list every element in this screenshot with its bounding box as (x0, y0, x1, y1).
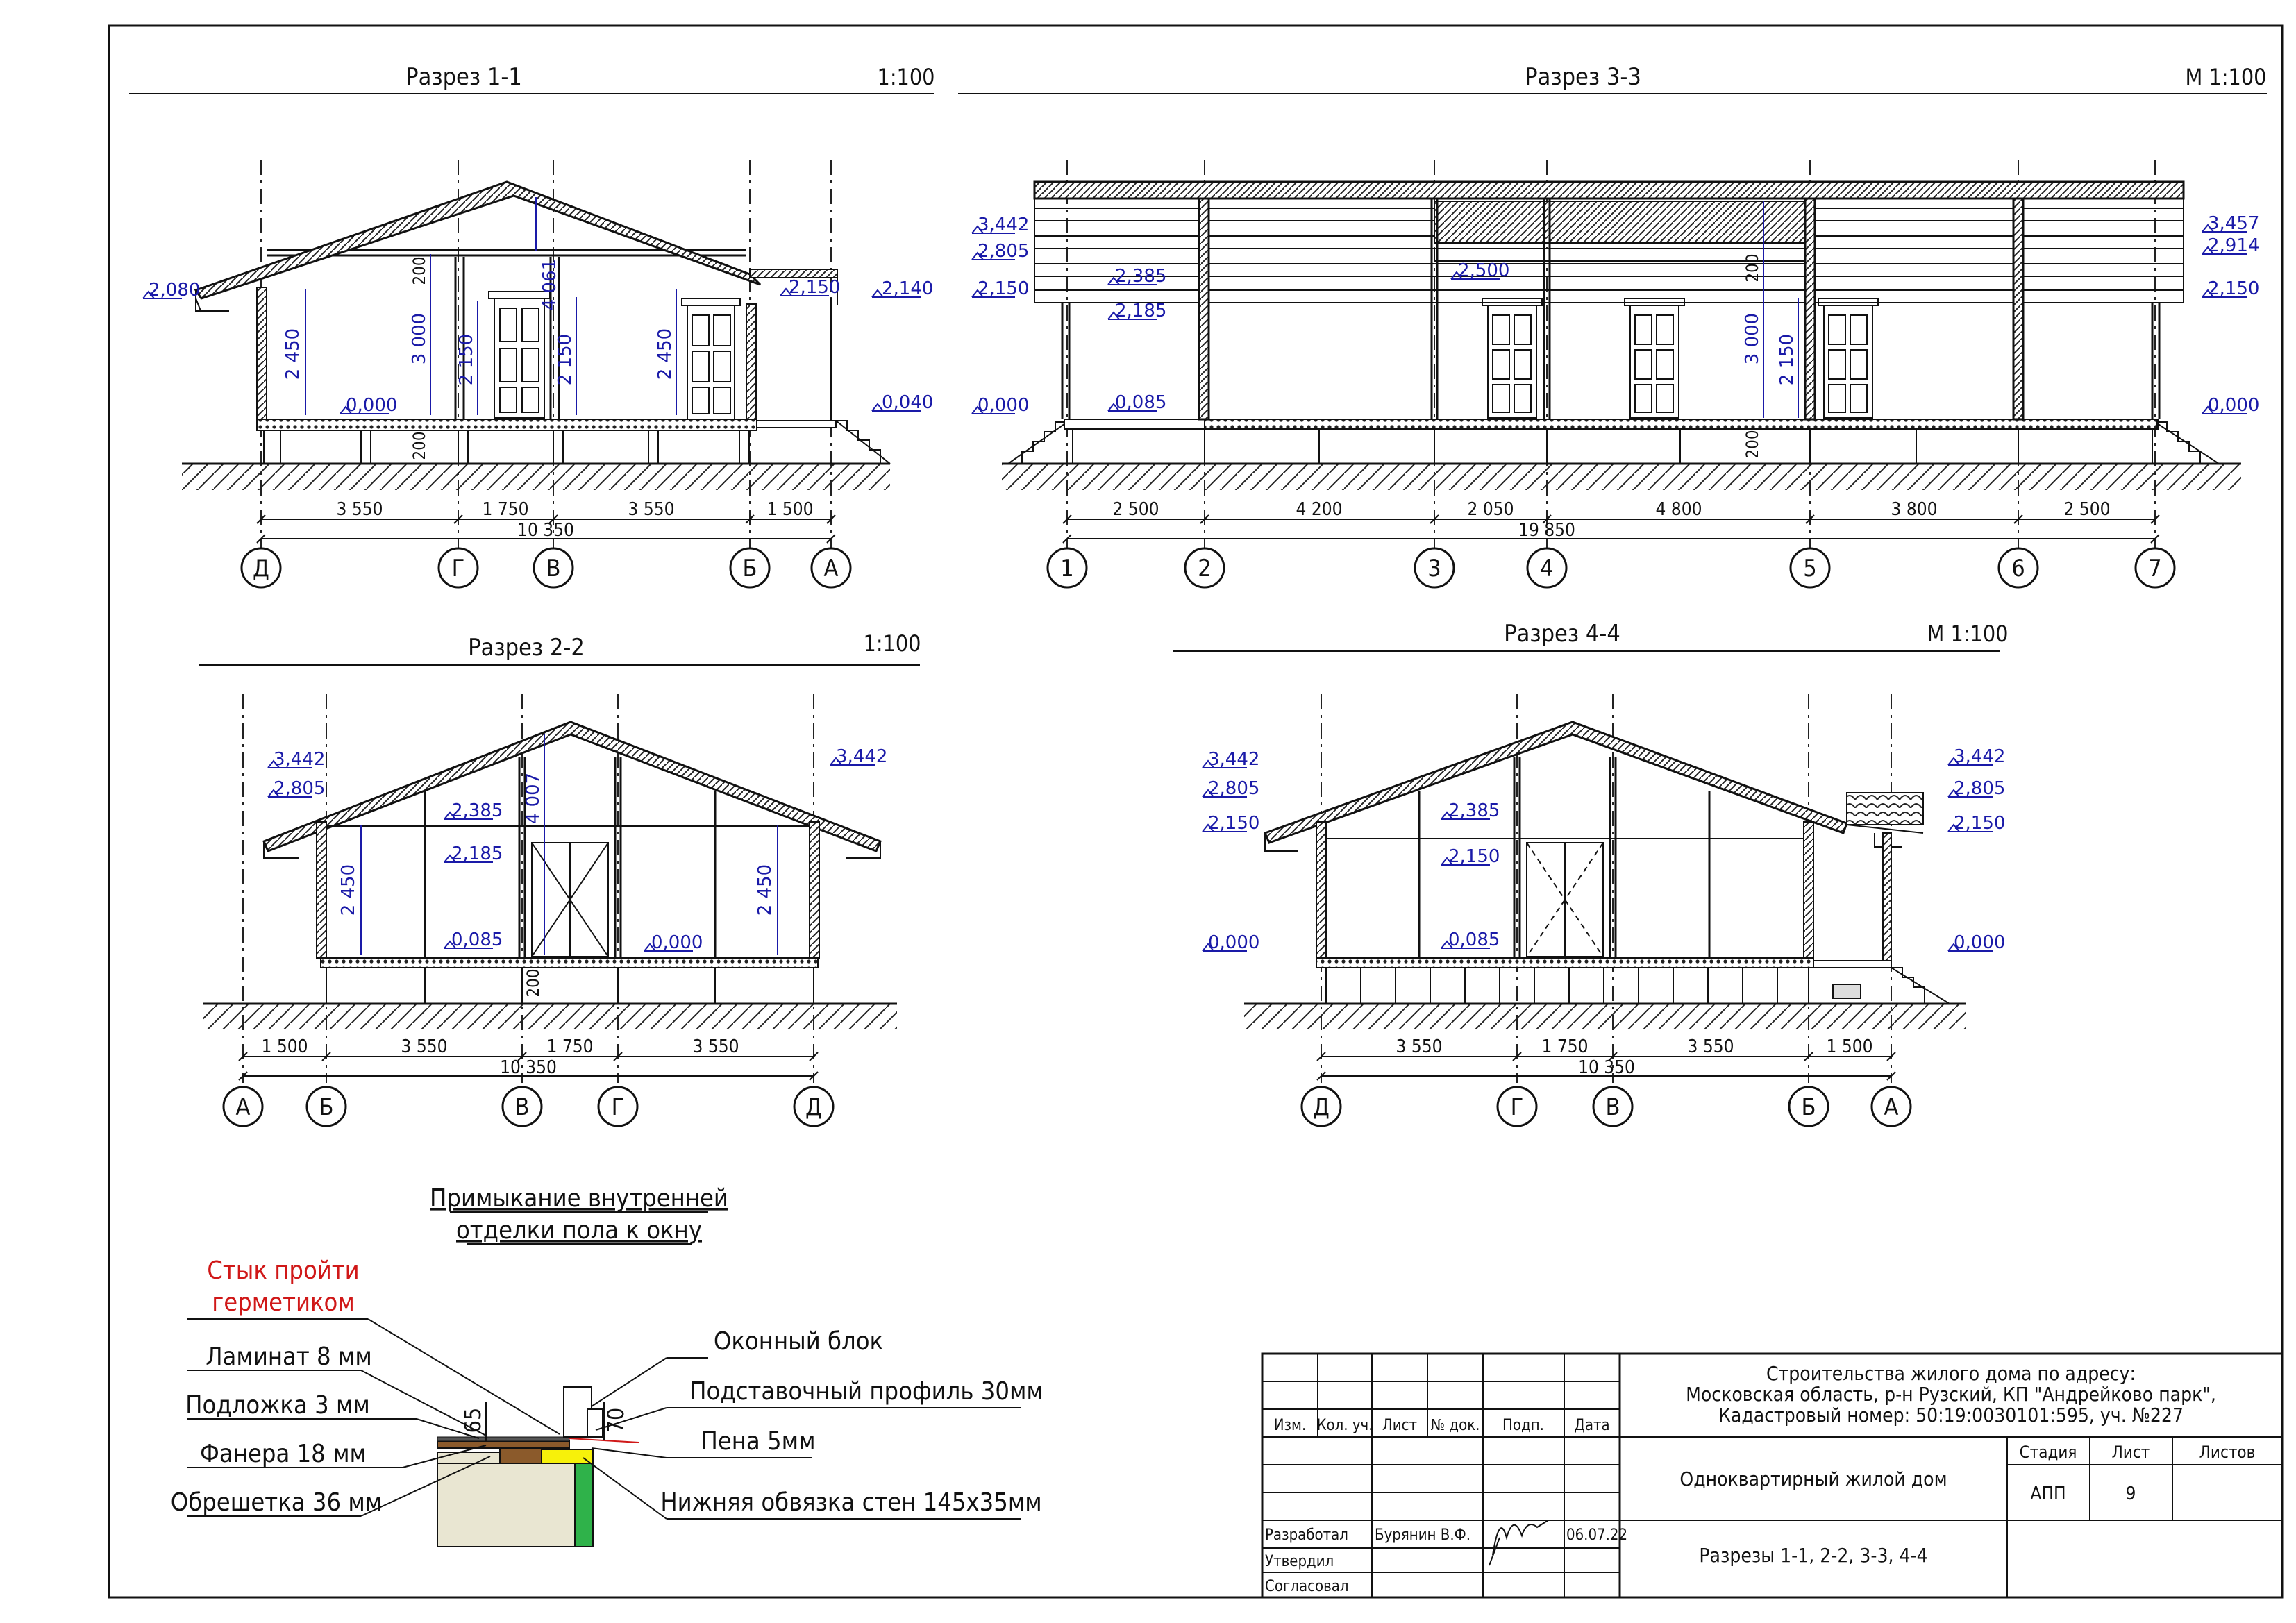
drawing-label: 2 450 (655, 328, 676, 380)
drawing-label: Стадия (2019, 1443, 2077, 1462)
drawing-label: 3 550 (336, 499, 383, 520)
stamp-address-line3: Кадастровый номер: 50:19:0030101:595, уч. №227 (1718, 1404, 2184, 1427)
drawing-label: В (514, 1093, 530, 1121)
ground-hatch (182, 464, 890, 490)
drawing-label: 10 350 (500, 1057, 557, 1078)
green-strip (575, 1463, 593, 1547)
plywood-layer (437, 1441, 569, 1448)
drawing-label: 2,150 (1208, 813, 1260, 834)
drawing-label: 3,442 (1954, 746, 2006, 767)
drawing-label: 10 350 (1578, 1057, 1635, 1078)
drawing-label: 70 (603, 1407, 629, 1433)
drawing-label: А (1884, 1093, 1899, 1121)
drawing-label: 2,805 (1954, 778, 2006, 799)
drawing-label: 2 150 (555, 333, 576, 386)
drawing-label: 0,000 (978, 395, 1030, 416)
stamp-address-line2: Московская область, р-н Рузский, КП "Андрейково парк", (1686, 1383, 2216, 1406)
drawing-label: Г (611, 1093, 625, 1121)
drawing-label: 2 450 (755, 864, 776, 916)
drawing-label: 0,085 (451, 930, 503, 950)
drawing-label: Разработал (1265, 1527, 1348, 1544)
drawing-label: Дата (1574, 1417, 1610, 1434)
drawing-label: 2,140 (882, 278, 934, 299)
drawing-label: 4 (1540, 555, 1554, 582)
drawing-label: 2 500 (2063, 499, 2111, 520)
drawing-label: 4 800 (1655, 499, 1702, 520)
drawing-label: 10 350 (517, 520, 574, 541)
door-icon (1625, 298, 1684, 418)
label-laminate: Ламинат 8 мм (206, 1343, 372, 1371)
drawing-label: Б (319, 1093, 334, 1121)
drawing-label: 3 000 (409, 312, 430, 365)
drawing-label: 2,185 (1115, 301, 1167, 321)
drawing-label: 2,805 (978, 241, 1030, 262)
title-block (1262, 1354, 2282, 1597)
drawing-label: Б (1801, 1093, 1816, 1121)
section-1-1-title: Разрез 1-1 (405, 63, 522, 91)
drawing-label: 2 150 (1777, 333, 1798, 386)
drawing-label: 3,442 (978, 215, 1030, 235)
drawing-label: Бурянин В.Ф. (1375, 1527, 1470, 1544)
section-1-1-scale: 1:100 (877, 64, 935, 90)
drawing-label: 3,442 (1208, 749, 1260, 770)
drawing-label: 3 550 (1396, 1036, 1443, 1057)
drawing-label: 1 500 (261, 1036, 308, 1057)
drawing-label: 0,000 (1954, 932, 2006, 953)
label-lathing: Обрешетка 36 мм (170, 1488, 383, 1517)
section-2-2 (199, 630, 921, 1126)
drawing-label: 1 750 (1541, 1036, 1589, 1057)
drawing-label: 65 (460, 1407, 486, 1433)
drawing-label: Кол. уч. (1316, 1417, 1373, 1434)
drawing-label: № док. (1430, 1417, 1480, 1434)
drawing-label: Листов (2199, 1443, 2256, 1462)
door-icon (682, 298, 740, 419)
drawing-label: А (823, 555, 839, 582)
drawing-label: 1 750 (546, 1036, 594, 1057)
drawing-label: 1 500 (766, 499, 814, 520)
drawing-label: 2 450 (283, 328, 303, 380)
drawing-label: 19 850 (1518, 520, 1575, 541)
drawing-label: 5 (1803, 555, 1817, 582)
drawing-label: 2 150 (456, 333, 477, 386)
label-support-profile: Подставочный профиль 30мм (689, 1377, 1044, 1406)
drawing-label: Утвердил (1265, 1553, 1334, 1570)
drawing-label: 3 550 (692, 1036, 739, 1057)
sealant-note-line2: герметиком (212, 1288, 355, 1317)
stamp-stage: АПП (2030, 1483, 2066, 1504)
drawing-label: Б (742, 555, 757, 582)
section-4-4-scale: М 1:100 (1927, 621, 2009, 647)
drawing-label: 4 007 (523, 772, 544, 825)
axis-bubbles (1302, 1087, 1911, 1126)
drawing-label: Лист (1382, 1417, 1418, 1434)
drawing-label: 0,040 (882, 392, 934, 413)
drawing-label: Г (451, 555, 465, 582)
label-plywood: Фанера 18 мм (200, 1440, 367, 1468)
signature-icon (1489, 1520, 1548, 1565)
drawing-label: 2,805 (1208, 778, 1260, 799)
drawing-label: 2,150 (789, 277, 841, 298)
drawing-label: 200 (1743, 253, 1762, 283)
drawing-label: 3 000 (1742, 312, 1763, 365)
drawing-label: 3,442 (274, 749, 326, 770)
label-window-block: Оконный блок (713, 1327, 884, 1356)
drawing-label: 2,150 (1954, 813, 2006, 834)
label-bottom-strapping: Нижняя обвязка стен 145х35мм (660, 1488, 1042, 1517)
ground-hatch (1002, 464, 2241, 490)
door-icon (1482, 298, 1542, 418)
drawing-label: 7 (2148, 555, 2162, 582)
drawing-label: 2,185 (451, 843, 503, 864)
ground-hatch (203, 1004, 897, 1029)
sealant-note-line1: Стык пройти (207, 1256, 360, 1285)
drawing-label: 200 (410, 256, 429, 285)
section-3-3 (958, 63, 2267, 587)
drawing-label: 200 (410, 431, 429, 460)
stamp-sheet-title: Разрезы 1-1, 2-2, 3-3, 4-4 (1699, 1544, 1928, 1567)
drawing-label: 2 450 (338, 864, 359, 916)
drawing-label: 200 (523, 968, 543, 998)
drawing-label: 0,000 (2208, 395, 2260, 416)
drawing-label: 0,085 (1448, 930, 1500, 950)
drawing-label: 1 500 (1826, 1036, 1873, 1057)
section-4-4-title: Разрез 4-4 (1504, 620, 1620, 648)
drawing-label: 0,000 (1208, 932, 1260, 953)
section-3-3-title: Разрез 3-3 (1525, 63, 1641, 91)
drawing-label: 6 (2011, 555, 2025, 582)
drawing-label: 3,457 (2208, 213, 2260, 234)
drawing-label: Согласовал (1265, 1578, 1349, 1595)
drawing-label: 3 800 (1891, 499, 1938, 520)
double-door-icon (1527, 843, 1603, 957)
drawing-label: 2,150 (978, 278, 1030, 299)
drawing-label: 2 (1198, 555, 1212, 582)
drawing-label: 06.07.22 (1566, 1527, 1628, 1544)
stamp-address-line1: Строительства жилого дома по адресу: (1766, 1362, 2136, 1385)
double-door-icon (532, 843, 608, 957)
drawing-label: 3 550 (401, 1036, 448, 1057)
drawing-label: 2,805 (274, 778, 326, 799)
drawing-label: 0,000 (346, 395, 398, 416)
detail-title-line1: Примыкание внутренней (430, 1184, 728, 1213)
drawing-label: 2 050 (1467, 499, 1514, 520)
drawing-label: 2 500 (1112, 499, 1159, 520)
label-underlay: Подложка 3 мм (185, 1391, 370, 1420)
door-icon (1818, 298, 1878, 418)
drawing-label: 3 550 (1687, 1036, 1734, 1057)
drawing-label: 2,150 (2208, 278, 2260, 299)
drawing-label: 2,914 (2208, 235, 2260, 256)
detail-title-line2: отделки пола к окну (456, 1216, 702, 1245)
drawing-label: 0,085 (1115, 392, 1167, 413)
axis-bubbles (224, 1087, 833, 1126)
drawing-label: 2,385 (451, 800, 503, 821)
drawing-label: Лист (2111, 1443, 2150, 1462)
drawing-label: 2,150 (1448, 846, 1500, 867)
drawing-label: 2,385 (1448, 800, 1500, 821)
drawing-label: А (235, 1093, 251, 1121)
drawing-label: В (546, 555, 561, 582)
drawing-label: 200 (1743, 430, 1762, 459)
drawing-label: 1 (1060, 555, 1074, 582)
drawing-label: Подп. (1502, 1417, 1544, 1434)
stamp-object: Одноквартирный жилой дом (1679, 1468, 1947, 1490)
section-3-3-scale: М 1:100 (2185, 64, 2267, 90)
floor-window-detail (171, 1184, 1044, 1547)
drawing-label: 2,080 (149, 280, 201, 301)
ground-hatch (1244, 1004, 1966, 1029)
section-2-2-title: Разрез 2-2 (468, 634, 585, 662)
drawing-label: 3 550 (628, 499, 675, 520)
drawing-label: Г (1510, 1093, 1524, 1121)
section-4-4 (1173, 620, 2008, 1126)
drawing-label: 1 750 (482, 499, 529, 520)
drawing-label: 3 (1427, 555, 1441, 582)
section-2-2-scale: 1:100 (863, 630, 921, 657)
label-foam: Пена 5мм (701, 1427, 816, 1456)
drawing-label: 2,385 (1115, 266, 1167, 287)
axis-bubbles (1048, 548, 2175, 587)
drawing-label: 3,442 (836, 746, 888, 767)
drawing-label: Д (253, 555, 269, 582)
drawing-label: Д (805, 1093, 822, 1121)
drawing-label: Д (1313, 1093, 1330, 1121)
drawing-label: 4 061 (539, 258, 560, 311)
bottom-beam (437, 1463, 576, 1547)
drawing-label: Изм. (1273, 1417, 1307, 1434)
axis-bubbles (242, 548, 850, 587)
stamp-sheet-number: 9 (2125, 1483, 2136, 1504)
drawing-label: 2,500 (1458, 260, 1510, 281)
drawing-label: 0,000 (651, 932, 703, 953)
drawing-label: 4 200 (1296, 499, 1343, 520)
section-1-1 (129, 63, 935, 587)
drawing-label: В (1605, 1093, 1620, 1121)
